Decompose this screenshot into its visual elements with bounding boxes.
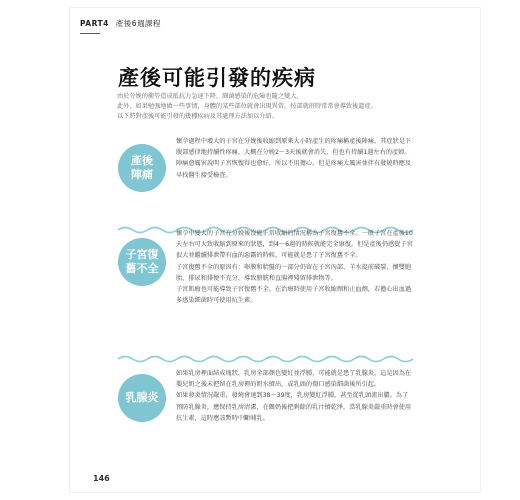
page-title: 產後可能引發的疾病	[118, 66, 316, 90]
section-mastitis	[118, 368, 418, 468]
header-part: PART4	[80, 19, 109, 28]
topic-badge: 產後 陣痛	[118, 144, 166, 192]
paragraph: 子宮肌瘤也可能導致子宮復舊不全。在治療時使用子宮收縮劑和止血劑，若擔心出血過多感染細菌時可使用抗生素。	[176, 286, 412, 305]
intro-text	[117, 92, 417, 122]
intro-line: 此外，如果勉強地做一些事情，身體的某些部位就會出現異常，按部就班時常常會導致後遺症。	[117, 103, 377, 110]
section-body	[176, 368, 414, 424]
paragraph: 懷孕過程中增大的子宮在分娩後收縮到原來大小時產生的疼痛稱產後陣痛。其症狀是下腹部感律地持續性疼痛，大概在分娩2～3天後就會消失，但也有持續1週左右的產婦。	[176, 138, 412, 157]
section-uterine-subinvolution	[118, 230, 418, 348]
page-number: 146	[93, 474, 110, 483]
topic-badge: 子宮復 舊不全	[118, 238, 166, 286]
intro-line: 以下將對產後可能引發的幾種疾病及其處理方法加以介紹。	[117, 113, 278, 120]
wave-divider	[118, 354, 413, 364]
header-rule	[80, 33, 100, 34]
header-subtitle: 產後6週課程	[115, 19, 162, 28]
paragraph: 子宮復舊不全的原因有：卵膜和胎盤的一部分仍留在子宮內部、羊水提前破裂、懷雙胞胎、排尿和排便不充分，導致膀胱和直腸裡殘留排泄物等。	[176, 263, 412, 282]
paragraph: 懷孕中變大的子宮在分娩後沒能正常收縮的情況稱為子宮復舊不全。一般子宮在產後10天左右可大致收縮到原來的狀態，到4～6週的時候就能完全康復。但是產後仍感覺子宮很大並繼續排泄帶有血的惡露的時候，可能就是患了子宮復舊不全。	[176, 230, 413, 260]
paragraph: 陣痛愈厲害說明子宮恢復得也愈好，所以不用擔心。但是疼痛太厲害並伴有發燒時應及早找醫生接受檢查。	[176, 160, 412, 179]
topic-badge: 乳腺炎	[118, 374, 166, 422]
running-header	[80, 18, 161, 29]
paragraph: 如果乳房裡面結成塊狀，乳房全部顏色變紅並浮腫，可能就是患了乳腺炎。這是因為在嬰兒奶之後未把留在乳房裡的奶水擠出，或乳頭的傷口感染細菌後所引起。	[176, 370, 412, 389]
intro-line: 由於分娩的衝勞造成抵抗力急速下降，細菌感染的危險也隨之變大。	[117, 93, 303, 100]
paragraph: 如果發炎情況嚴重，發燒會達到38～39度，乳房變紅浮腫，甚至從乳頭流出膿。為了預防乳腺炎，應保持乳房清潔，在餵奶後把剩餘的乳汁擠乾淨，當乳腺炎嚴重時會使用抗生素，這時應該暫時中斷哺乳。	[176, 392, 412, 422]
section-postpartum-pain	[118, 136, 418, 220]
section-body	[176, 136, 414, 181]
section-body	[176, 228, 414, 306]
